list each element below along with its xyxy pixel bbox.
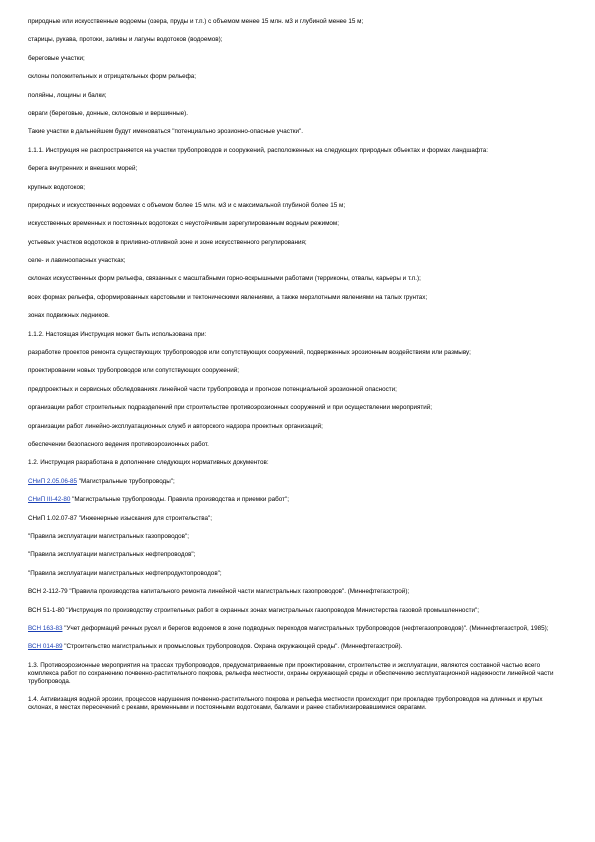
paragraph: склонах искусственных форм рельефа, связанных с масштабными горно-вскрышными работами (терриконы, отвалы, карьеры и т.п.); <box>28 275 421 283</box>
paragraph: "Правила эксплуатации магистральных нефтепродуктопроводов"; <box>28 569 222 577</box>
paragraph: "Правила эксплуатации магистральных нефтепроводов"; <box>28 551 196 559</box>
paragraph: СНиП 1.02.07-87 "Инженерные изыскания для строительства"; <box>28 514 212 522</box>
paragraph: организации работ линейно-эксплуатационных служб и авторского надзора проектных организаций; <box>28 422 323 430</box>
paragraph: зонах подвижных ледников. <box>28 312 110 320</box>
paragraph: природные или искусственные водоемы (озера, пруды и т.п.) с объемом менее 15 млн. м3 и глубиной менее 15 м; <box>28 18 364 25</box>
paragraph: берега внутренних и внешних морей; <box>28 165 138 173</box>
paragraph: 1.1.1. Инструкция не распространяется на участки трубопроводов и сооружений, расположенных на следующих природных объектах и формах ландшафта: <box>28 146 489 154</box>
reference-link[interactable]: СНиП III-42-80 <box>28 496 71 504</box>
reference-paragraph: СНиП 2.05.06-85 "Магистральные трубопроводы"; <box>28 477 175 485</box>
paragraph: Такие участки в дальнейшем будут именоваться "потенциально эрозионно-опасные участки". <box>28 128 303 136</box>
paragraph: ВСН 2-112-79 "Правила производства капитального ремонта линейной части магистральных газопроводов". (Миннефтегазстрой); <box>28 588 410 596</box>
reference-paragraph: СНиП III-42-80 "Магистральные трубопроводы. Правила производства и приемки работ"; <box>28 496 290 504</box>
paragraph: береговые участки; <box>28 54 85 62</box>
paragraph: старицы, рукава, протоки, заливы и лагуны водотоков (водоемов); <box>28 36 223 44</box>
paragraph: крупных водотоков; <box>28 183 86 191</box>
paragraph: селе- и лавиноопасных участках; <box>28 257 126 265</box>
paragraph: 1.2. Инструкция разработана в дополнение следующих нормативных документов: <box>28 459 269 467</box>
reference-link[interactable]: ВСН 014-89 <box>28 643 63 651</box>
reference-link[interactable]: ВСН 163-83 <box>28 624 63 632</box>
paragraph: разработке проектов ремонта существующих трубопроводов или сопутствующих сооружений, подверженных эрозионным воздействиям или размыву; <box>28 349 471 357</box>
paragraph: поляйны, лощины и балки; <box>28 91 107 99</box>
paragraph: организации работ строительных подразделений при строительстве противоэрозионных сооружений и при осуществлении мероприятий; <box>28 404 433 412</box>
paragraph: искусственных временных и постоянных водотоках с неустойчивым зарегулированным водным режимом; <box>28 220 339 228</box>
paragraph: "Правила эксплуатации магистральных газопроводов"; <box>28 532 189 540</box>
paragraph: устьевых участков водотоков в приливно-отливной зоне и зоне искусственного регулирования; <box>28 238 307 246</box>
paragraph: природных и искусственных водоемах с объемом более 15 млн. м3 и с максимальной глубиной более 15 м; <box>28 201 346 209</box>
paragraph: обеспечении безопасного ведения противоэрозионных работ. <box>28 440 209 448</box>
paragraph: всех формах рельефа, сформированных карстовыми и тектоническими явлениями, а также мерзлотными явлениями на талых грунтах; <box>28 293 428 301</box>
paragraph: предпроектных и сервисных обследованиях линейной части трубопровода и прогнозе потенциальной эрозионной опасности; <box>28 385 397 393</box>
paragraph: проектировании новых трубопроводов или сопутствующих сооружений; <box>28 367 240 375</box>
document-page <box>28 18 568 722</box>
paragraph: 1.1.2. Настоящая Инструкция может быть использована при: <box>28 330 207 338</box>
paragraph: овраги (береговые, донные, склоновые и вершинные). <box>28 109 189 117</box>
paragraph: ВСН 51-1-80 "Инструкция по производству строительных работ в охранных зонах магистральных газопроводов Министерства газовой промышленности"; <box>28 606 479 614</box>
reference-link[interactable]: СНиП 2.05.06-85 <box>28 477 77 485</box>
reference-paragraph: ВСН 163-83 "Учет деформаций речных русел и берегов водоемов в зоне подводных переходов магистральных трубопроводов (нефтегазопроводов)". (Миннефтегазстрой, 1985); <box>28 624 549 632</box>
reference-paragraph: ВСН 014-89 "Строительство магистральных и промысловых трубопроводов. Охрана окружающей среды". (Миннефтегазстрой). <box>28 643 403 651</box>
paragraph: 1.3. Противоэрозионные мероприятия на трассах трубопроводов, предусматриваемые при проектировании, строительстве и эксплуатации, являются составной частью всего комплекса работ по сохранению почвенно-растительного покрова, рельефа местности, охраны окружающей среды и обеспечению эксплуатационной надежности линейной части трубопровода. <box>28 661 554 685</box>
paragraph: склоны положительных и отрицательных форм рельефа; <box>28 73 197 81</box>
paragraph: 1.4. Активизация водной эрозии, процессов нарушения почвенно-растительного покрова и рельефа местности происходит при прокладке трубопроводов на длинных и крутых склонах, в местах пересечений с реками, временными и постоянными водотоками, балками и ранее стабилизировавшимися оврагами. <box>28 696 543 712</box>
